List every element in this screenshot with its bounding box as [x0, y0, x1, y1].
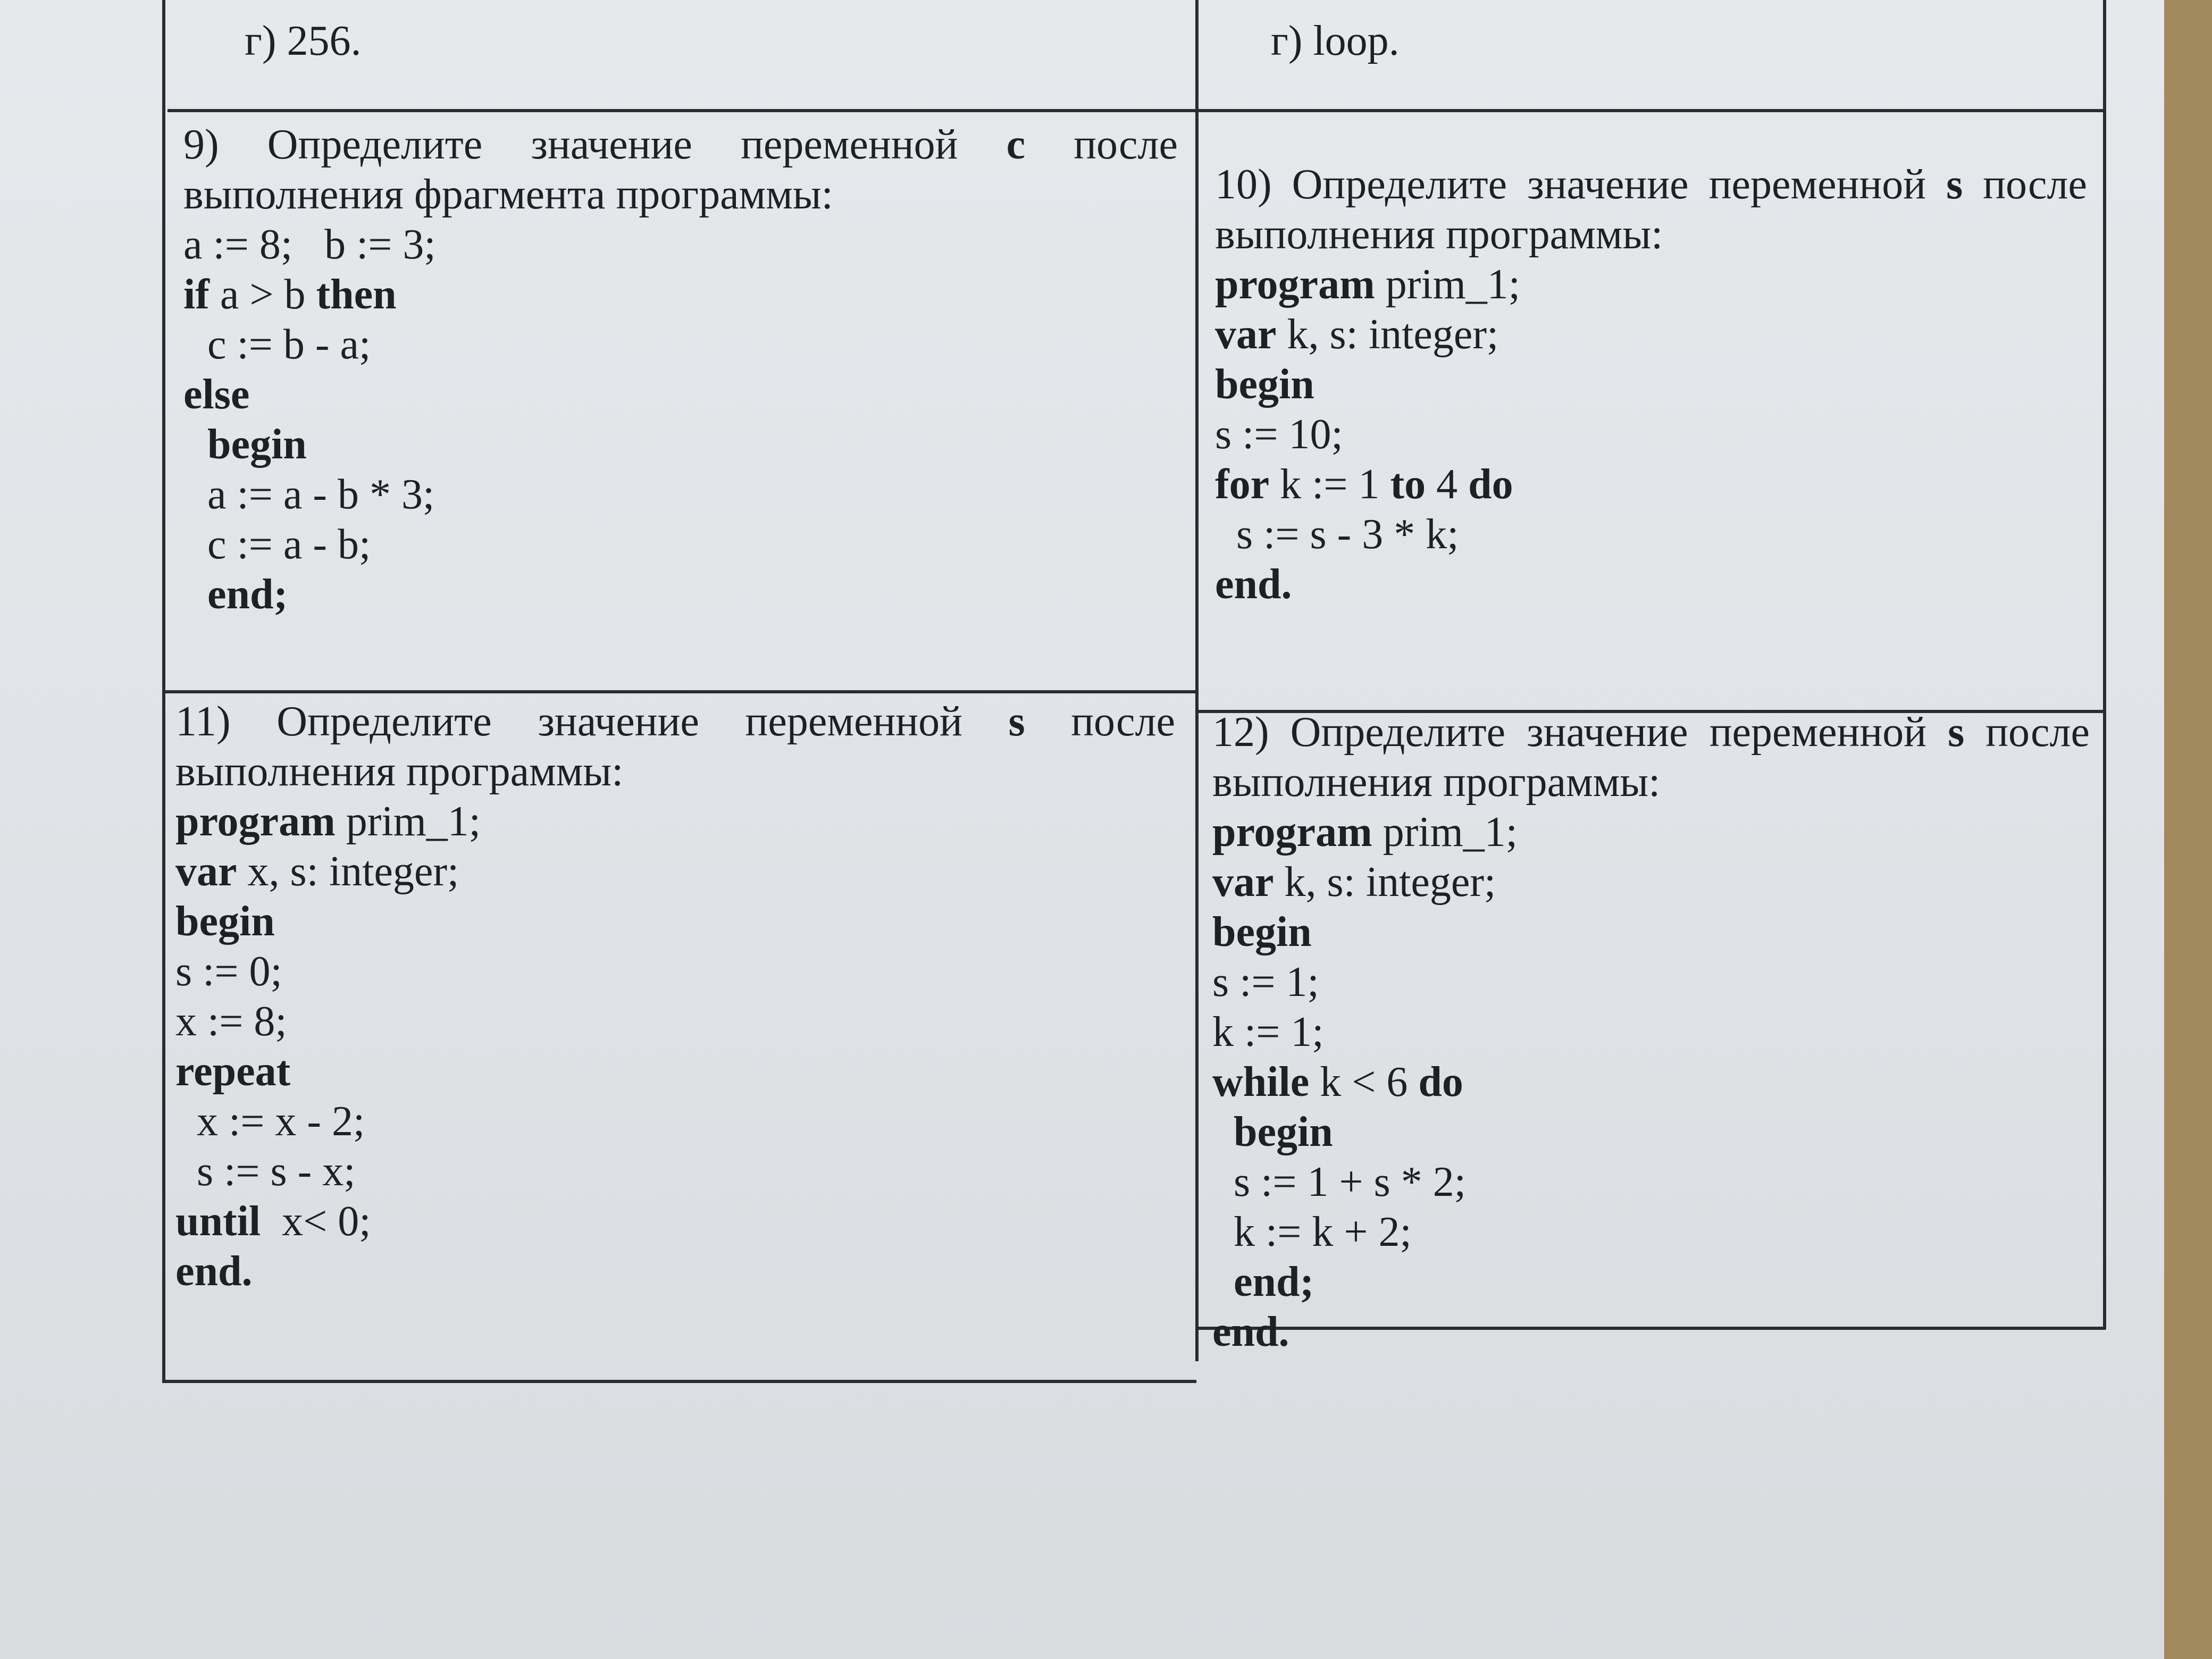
- task-cell-10: [1215, 160, 2087, 702]
- code-line: begin: [175, 898, 275, 945]
- task-question: 9) Определите значение переменной c после выполнения фрагмента программы:: [183, 120, 1178, 220]
- code-line: var k, s: integer;: [1212, 859, 1496, 906]
- code-block: [175, 797, 1175, 1296]
- task-cell-9: [183, 120, 1178, 683]
- code-line: c := b - a;: [207, 321, 371, 368]
- code-line: var x, s: integer;: [175, 848, 459, 895]
- code-line: program prim_1;: [1215, 261, 1521, 308]
- code-block: [1215, 259, 2087, 609]
- task-number: 9): [183, 121, 219, 168]
- table-border-bottom-left: [162, 1380, 1196, 1383]
- code-line: c := a - b;: [207, 521, 371, 568]
- code-line: else: [183, 371, 250, 418]
- target-variable: s: [1948, 709, 1965, 756]
- code-line: end;: [207, 571, 288, 618]
- code-line: end.: [1212, 1309, 1289, 1355]
- code-line: x := x - 2;: [197, 1098, 365, 1145]
- table-border-right: [2103, 0, 2106, 1329]
- code-line: s := s - 3 * k;: [1236, 511, 1459, 558]
- code-line: s := 0;: [175, 948, 282, 995]
- code-block: [183, 220, 1178, 619]
- code-line: a := a - b * 3;: [207, 471, 435, 518]
- task-question: 12) Определите значение переменной s после выполнения программы:: [1212, 707, 2090, 807]
- code-line: begin: [207, 421, 307, 468]
- code-line: program prim_1;: [175, 798, 481, 845]
- code-line: end;: [1234, 1259, 1314, 1305]
- code-line: until x< 0;: [175, 1198, 371, 1245]
- code-line: s := 1;: [1212, 959, 1319, 1006]
- task-number: 11): [175, 698, 231, 745]
- table-border-mid-left: [162, 690, 1196, 693]
- table-divider-vertical: [1195, 0, 1199, 1361]
- code-line: var k, s: integer;: [1215, 311, 1499, 358]
- code-line: while k < 6 do: [1212, 1059, 1463, 1105]
- code-line: begin: [1234, 1109, 1333, 1155]
- task-question: 10) Определите значение переменной s после выполнения программы:: [1215, 160, 2087, 259]
- target-variable: s: [1946, 161, 1963, 208]
- table-border-top: [167, 109, 2106, 112]
- code-line: begin: [1215, 361, 1314, 408]
- task-cell-12: [1212, 707, 2090, 1393]
- task-number: 12): [1212, 709, 1269, 756]
- code-line: s := s - x;: [197, 1148, 356, 1195]
- previous-answer-right: г) loop.: [1271, 18, 1400, 64]
- code-line: k := 1;: [1212, 1009, 1324, 1055]
- task-cell-11: [175, 697, 1175, 1372]
- previous-answer-left: г) 256.: [245, 18, 362, 64]
- code-line: k := k + 2;: [1234, 1209, 1412, 1255]
- code-line: s := 10;: [1215, 411, 1343, 458]
- code-line: end.: [175, 1248, 253, 1295]
- code-line: if a > b then: [183, 271, 397, 318]
- target-variable: s: [1008, 698, 1025, 745]
- code-line: program prim_1;: [1212, 809, 1518, 856]
- code-line: for k := 1 to 4 do: [1215, 461, 1513, 508]
- code-line: x := 8;: [175, 998, 287, 1045]
- task-question: 11) Определите значение переменной s после выполнения программы:: [175, 697, 1175, 797]
- task-number: 10): [1215, 161, 1272, 208]
- code-line: begin: [1212, 909, 1312, 956]
- code-line: a := 8; b := 3;: [183, 221, 436, 268]
- code-line: end.: [1215, 561, 1292, 608]
- code-line: repeat: [175, 1048, 291, 1095]
- target-variable: c: [1006, 121, 1026, 168]
- code-block: [1212, 807, 2090, 1357]
- code-line: s := 1 + s * 2;: [1234, 1159, 1466, 1205]
